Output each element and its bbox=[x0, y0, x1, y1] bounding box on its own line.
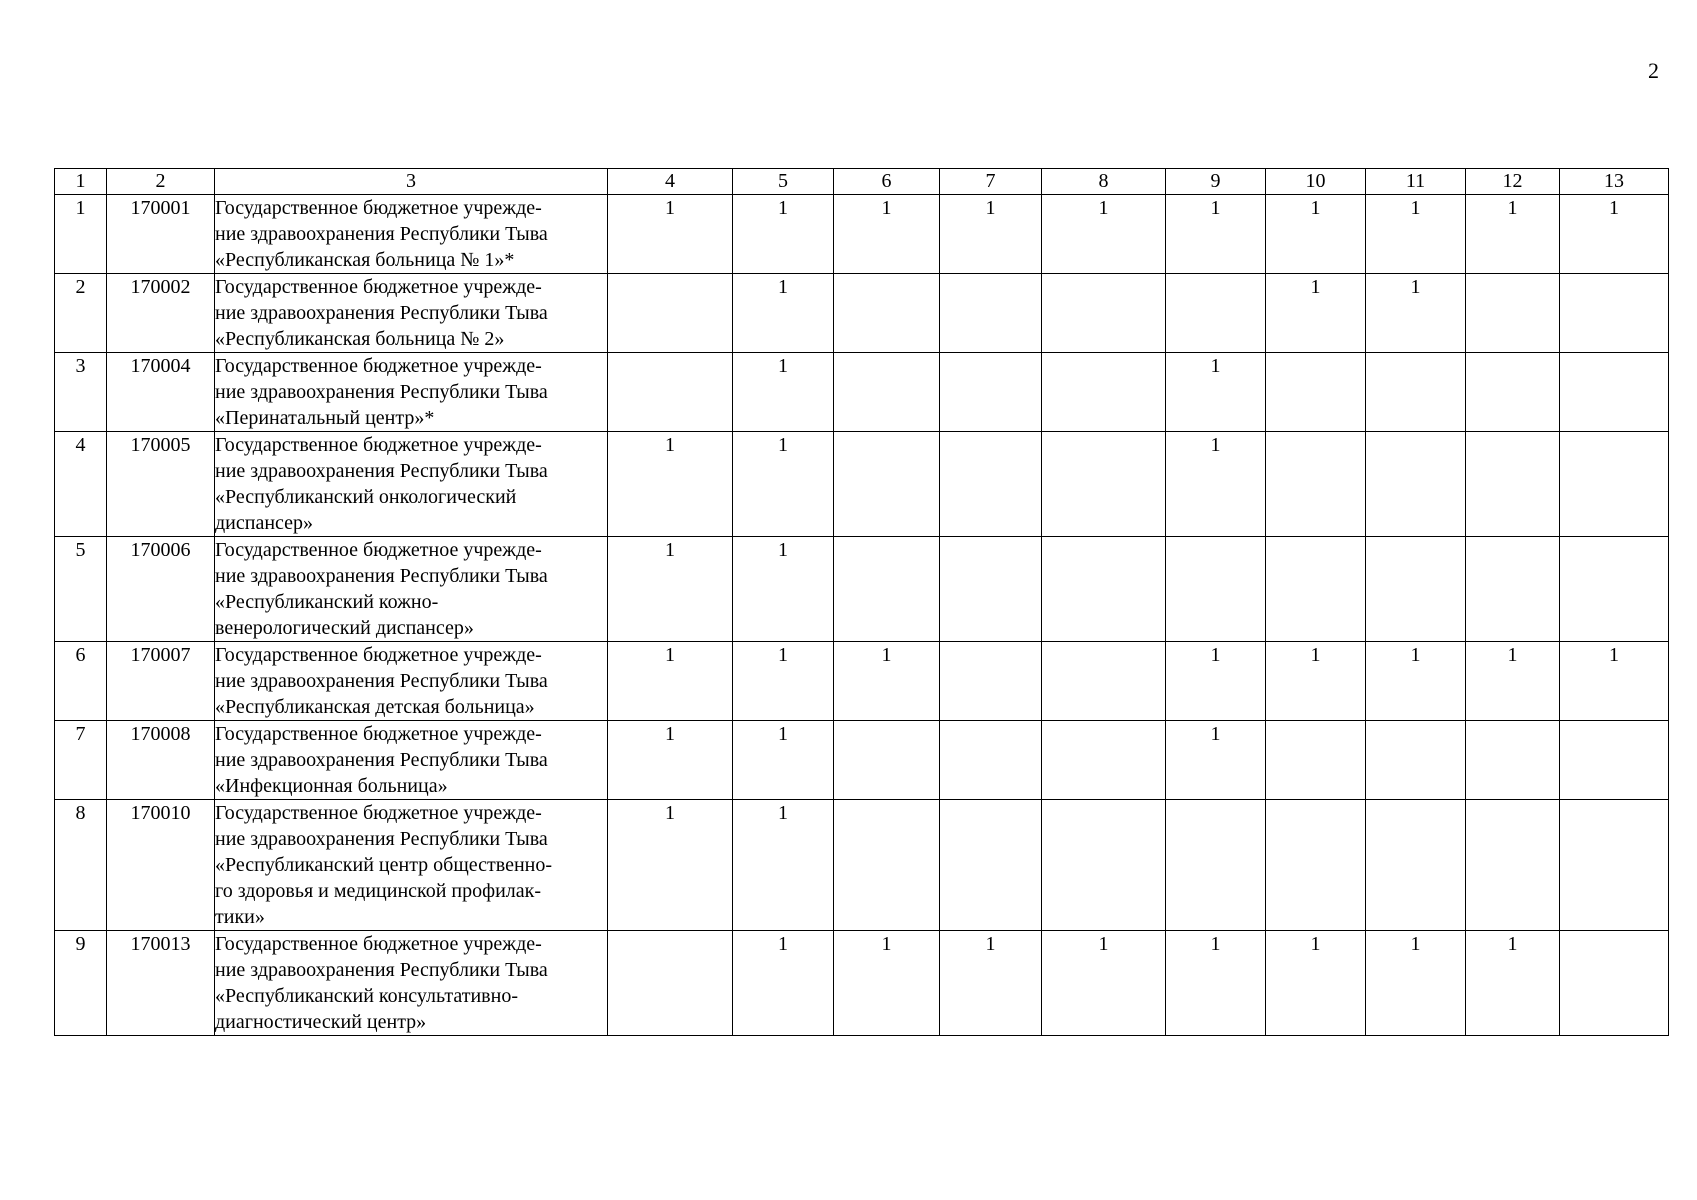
table-row bbox=[55, 800, 1669, 931]
mark-cell-col-7: 1 bbox=[940, 931, 1042, 1036]
column-header-4: 4 bbox=[608, 169, 733, 195]
mark-cell-col-4 bbox=[608, 274, 733, 353]
mark-cell-col-9 bbox=[1166, 537, 1266, 642]
table-row bbox=[55, 274, 1669, 353]
mark-cell-col-9: 1 bbox=[1166, 353, 1266, 432]
mark-cell-col-5: 1 bbox=[733, 931, 834, 1036]
institution-name-line: ние здравоохранения Республики Тыва bbox=[215, 302, 548, 324]
mark-cell-col-8 bbox=[1042, 353, 1166, 432]
institution-name-line: го здоровья и медицинской профилак- bbox=[215, 880, 542, 902]
mark-cell-col-10 bbox=[1266, 432, 1366, 537]
institution-name bbox=[215, 432, 608, 537]
institution-name bbox=[215, 274, 608, 353]
page-number: 2 bbox=[1648, 58, 1659, 83]
mark-cell-col-8 bbox=[1042, 721, 1166, 800]
institution-code: 170013 bbox=[107, 931, 215, 1036]
mark-cell-col-10: 1 bbox=[1266, 274, 1366, 353]
mark-cell-col-6 bbox=[834, 274, 940, 353]
mark-cell-col-11 bbox=[1366, 800, 1466, 931]
mark-cell-col-11: 1 bbox=[1366, 195, 1466, 274]
institution-name bbox=[215, 195, 608, 274]
mark-cell-col-11 bbox=[1366, 721, 1466, 800]
institution-code: 170010 bbox=[107, 800, 215, 931]
institution-name-line: «Республиканская больница № 1»* bbox=[215, 249, 515, 271]
institution-name-line: Государственное бюджетное учрежде- bbox=[215, 355, 542, 377]
institution-name-line: ние здравоохранения Республики Тыва bbox=[215, 670, 548, 692]
institution-name-line: «Перинатальный центр»* bbox=[215, 407, 435, 429]
mark-cell-col-4: 1 bbox=[608, 432, 733, 537]
column-header-5: 5 bbox=[733, 169, 834, 195]
table-row bbox=[55, 721, 1669, 800]
mark-cell-col-6 bbox=[834, 800, 940, 931]
institution-name bbox=[215, 537, 608, 642]
row-number: 7 bbox=[55, 721, 107, 800]
institution-name-line: «Республиканский центр общественно- bbox=[215, 854, 553, 876]
table-row bbox=[55, 432, 1669, 537]
mark-cell-col-11: 1 bbox=[1366, 642, 1466, 721]
mark-cell-col-10 bbox=[1266, 353, 1366, 432]
row-number: 9 bbox=[55, 931, 107, 1036]
institution-name-line: диагностический центр» bbox=[215, 1011, 427, 1033]
institution-name-line: «Инфекционная больница» bbox=[215, 775, 448, 797]
mark-cell-col-12 bbox=[1466, 800, 1560, 931]
mark-cell-col-12 bbox=[1466, 721, 1560, 800]
mark-cell-col-4 bbox=[608, 931, 733, 1036]
mark-cell-col-12: 1 bbox=[1466, 931, 1560, 1036]
mark-cell-col-12: 1 bbox=[1466, 195, 1560, 274]
table-row bbox=[55, 537, 1669, 642]
row-number: 1 bbox=[55, 195, 107, 274]
mark-cell-col-5: 1 bbox=[733, 800, 834, 931]
mark-cell-col-9: 1 bbox=[1166, 642, 1266, 721]
mark-cell-col-7 bbox=[940, 537, 1042, 642]
mark-cell-col-4: 1 bbox=[608, 800, 733, 931]
mark-cell-col-9 bbox=[1166, 800, 1266, 931]
column-header-3: 3 bbox=[215, 169, 608, 195]
institution-name-line: Государственное бюджетное учрежде- bbox=[215, 723, 542, 745]
mark-cell-col-7 bbox=[940, 642, 1042, 721]
mark-cell-col-13: 1 bbox=[1560, 195, 1669, 274]
institution-name bbox=[215, 353, 608, 432]
mark-cell-col-13 bbox=[1560, 353, 1669, 432]
column-header-7: 7 bbox=[940, 169, 1042, 195]
mark-cell-col-5: 1 bbox=[733, 642, 834, 721]
column-header-10: 10 bbox=[1266, 169, 1366, 195]
mark-cell-col-10: 1 bbox=[1266, 642, 1366, 721]
mark-cell-col-9: 1 bbox=[1166, 721, 1266, 800]
table-row bbox=[55, 353, 1669, 432]
column-header-1: 1 bbox=[55, 169, 107, 195]
institution-name-line: ние здравоохранения Республики Тыва bbox=[215, 565, 548, 587]
institutions-table bbox=[54, 168, 1669, 1036]
mark-cell-col-4: 1 bbox=[608, 642, 733, 721]
mark-cell-col-4: 1 bbox=[608, 721, 733, 800]
mark-cell-col-4: 1 bbox=[608, 195, 733, 274]
mark-cell-col-4 bbox=[608, 353, 733, 432]
mark-cell-col-8: 1 bbox=[1042, 195, 1166, 274]
mark-cell-col-13 bbox=[1560, 800, 1669, 931]
institution-name-line: ние здравоохранения Республики Тыва bbox=[215, 749, 548, 771]
mark-cell-col-7 bbox=[940, 800, 1042, 931]
mark-cell-col-7: 1 bbox=[940, 195, 1042, 274]
mark-cell-col-5: 1 bbox=[733, 432, 834, 537]
mark-cell-col-5: 1 bbox=[733, 195, 834, 274]
institution-name-line: ние здравоохранения Республики Тыва bbox=[215, 959, 548, 981]
mark-cell-col-10: 1 bbox=[1266, 195, 1366, 274]
mark-cell-col-4: 1 bbox=[608, 537, 733, 642]
institution-code: 170001 bbox=[107, 195, 215, 274]
header-row bbox=[55, 169, 1669, 195]
mark-cell-col-9: 1 bbox=[1166, 432, 1266, 537]
mark-cell-col-6 bbox=[834, 721, 940, 800]
mark-cell-col-6 bbox=[834, 537, 940, 642]
mark-cell-col-7 bbox=[940, 274, 1042, 353]
mark-cell-col-5: 1 bbox=[733, 274, 834, 353]
mark-cell-col-6: 1 bbox=[834, 931, 940, 1036]
mark-cell-col-9: 1 bbox=[1166, 931, 1266, 1036]
mark-cell-col-5: 1 bbox=[733, 353, 834, 432]
institution-code: 170007 bbox=[107, 642, 215, 721]
mark-cell-col-8 bbox=[1042, 274, 1166, 353]
mark-cell-col-8: 1 bbox=[1042, 931, 1166, 1036]
mark-cell-col-11 bbox=[1366, 353, 1466, 432]
institution-name-line: Государственное бюджетное учрежде- bbox=[215, 802, 542, 824]
mark-cell-col-11 bbox=[1366, 432, 1466, 537]
mark-cell-col-5: 1 bbox=[733, 537, 834, 642]
row-number: 2 bbox=[55, 274, 107, 353]
mark-cell-col-13 bbox=[1560, 432, 1669, 537]
institution-name-line: «Республиканская детская больница» bbox=[215, 696, 535, 718]
mark-cell-col-12 bbox=[1466, 537, 1560, 642]
mark-cell-col-13 bbox=[1560, 721, 1669, 800]
mark-cell-col-12 bbox=[1466, 274, 1560, 353]
mark-cell-col-8 bbox=[1042, 432, 1166, 537]
institution-name-line: «Республиканская больница № 2» bbox=[215, 328, 505, 350]
institution-code: 170005 bbox=[107, 432, 215, 537]
mark-cell-col-7 bbox=[940, 721, 1042, 800]
institution-name-line: «Республиканский консультативно- bbox=[215, 985, 518, 1007]
row-number: 4 bbox=[55, 432, 107, 537]
mark-cell-col-6: 1 bbox=[834, 195, 940, 274]
mark-cell-col-12: 1 bbox=[1466, 642, 1560, 721]
mark-cell-col-6 bbox=[834, 432, 940, 537]
mark-cell-col-6: 1 bbox=[834, 642, 940, 721]
institution-name-line: «Республиканский онкологический bbox=[215, 486, 517, 508]
row-number: 6 bbox=[55, 642, 107, 721]
mark-cell-col-11: 1 bbox=[1366, 931, 1466, 1036]
table-body bbox=[55, 195, 1669, 1036]
mark-cell-col-8 bbox=[1042, 642, 1166, 721]
table-row bbox=[55, 642, 1669, 721]
mark-cell-col-8 bbox=[1042, 800, 1166, 931]
mark-cell-col-8 bbox=[1042, 537, 1166, 642]
table-row bbox=[55, 195, 1669, 274]
institution-name-line: Государственное бюджетное учрежде- bbox=[215, 276, 542, 298]
institution-code: 170002 bbox=[107, 274, 215, 353]
institution-name-line: венерологический диспансер» bbox=[215, 617, 474, 639]
column-header-2: 2 bbox=[107, 169, 215, 195]
institution-name-line: «Республиканский кожно- bbox=[215, 591, 439, 613]
column-header-6: 6 bbox=[834, 169, 940, 195]
mark-cell-col-10 bbox=[1266, 537, 1366, 642]
column-header-9: 9 bbox=[1166, 169, 1266, 195]
institution-name-line: ние здравоохранения Республики Тыва bbox=[215, 460, 548, 482]
institution-name-line: Государственное бюджетное учрежде- bbox=[215, 933, 542, 955]
mark-cell-col-9: 1 bbox=[1166, 195, 1266, 274]
mark-cell-col-7 bbox=[940, 353, 1042, 432]
institution-name bbox=[215, 800, 608, 931]
institution-name-line: ние здравоохранения Республики Тыва bbox=[215, 381, 548, 403]
mark-cell-col-12 bbox=[1466, 353, 1560, 432]
institution-name-line: тики» bbox=[215, 906, 265, 928]
mark-cell-col-13 bbox=[1560, 537, 1669, 642]
institution-name-line: Государственное бюджетное учрежде- bbox=[215, 197, 542, 219]
institution-name-line: Государственное бюджетное учрежде- bbox=[215, 644, 542, 666]
mark-cell-col-10: 1 bbox=[1266, 931, 1366, 1036]
mark-cell-col-11 bbox=[1366, 537, 1466, 642]
mark-cell-col-10 bbox=[1266, 721, 1366, 800]
mark-cell-col-5: 1 bbox=[733, 721, 834, 800]
institution-code: 170004 bbox=[107, 353, 215, 432]
row-number: 8 bbox=[55, 800, 107, 931]
mark-cell-col-13 bbox=[1560, 274, 1669, 353]
row-number: 5 bbox=[55, 537, 107, 642]
column-header-13: 13 bbox=[1560, 169, 1669, 195]
institution-code: 170006 bbox=[107, 537, 215, 642]
mark-cell-col-11: 1 bbox=[1366, 274, 1466, 353]
mark-cell-col-12 bbox=[1466, 432, 1560, 537]
column-header-11: 11 bbox=[1366, 169, 1466, 195]
institution-name-line: Государственное бюджетное учрежде- bbox=[215, 539, 542, 561]
mark-cell-col-13: 1 bbox=[1560, 642, 1669, 721]
mark-cell-col-13 bbox=[1560, 931, 1669, 1036]
institution-name-line: Государственное бюджетное учрежде- bbox=[215, 434, 542, 456]
column-header-12: 12 bbox=[1466, 169, 1560, 195]
row-number: 3 bbox=[55, 353, 107, 432]
institution-name bbox=[215, 721, 608, 800]
mark-cell-col-9 bbox=[1166, 274, 1266, 353]
institution-name-line: диспансер» bbox=[215, 512, 314, 534]
institution-name-line: ние здравоохранения Республики Тыва bbox=[215, 223, 548, 245]
institution-name-line: ние здравоохранения Республики Тыва bbox=[215, 828, 548, 850]
institution-code: 170008 bbox=[107, 721, 215, 800]
column-header-8: 8 bbox=[1042, 169, 1166, 195]
table-row bbox=[55, 931, 1669, 1036]
institution-name bbox=[215, 931, 608, 1036]
institution-name bbox=[215, 642, 608, 721]
mark-cell-col-7 bbox=[940, 432, 1042, 537]
mark-cell-col-10 bbox=[1266, 800, 1366, 931]
mark-cell-col-6 bbox=[834, 353, 940, 432]
